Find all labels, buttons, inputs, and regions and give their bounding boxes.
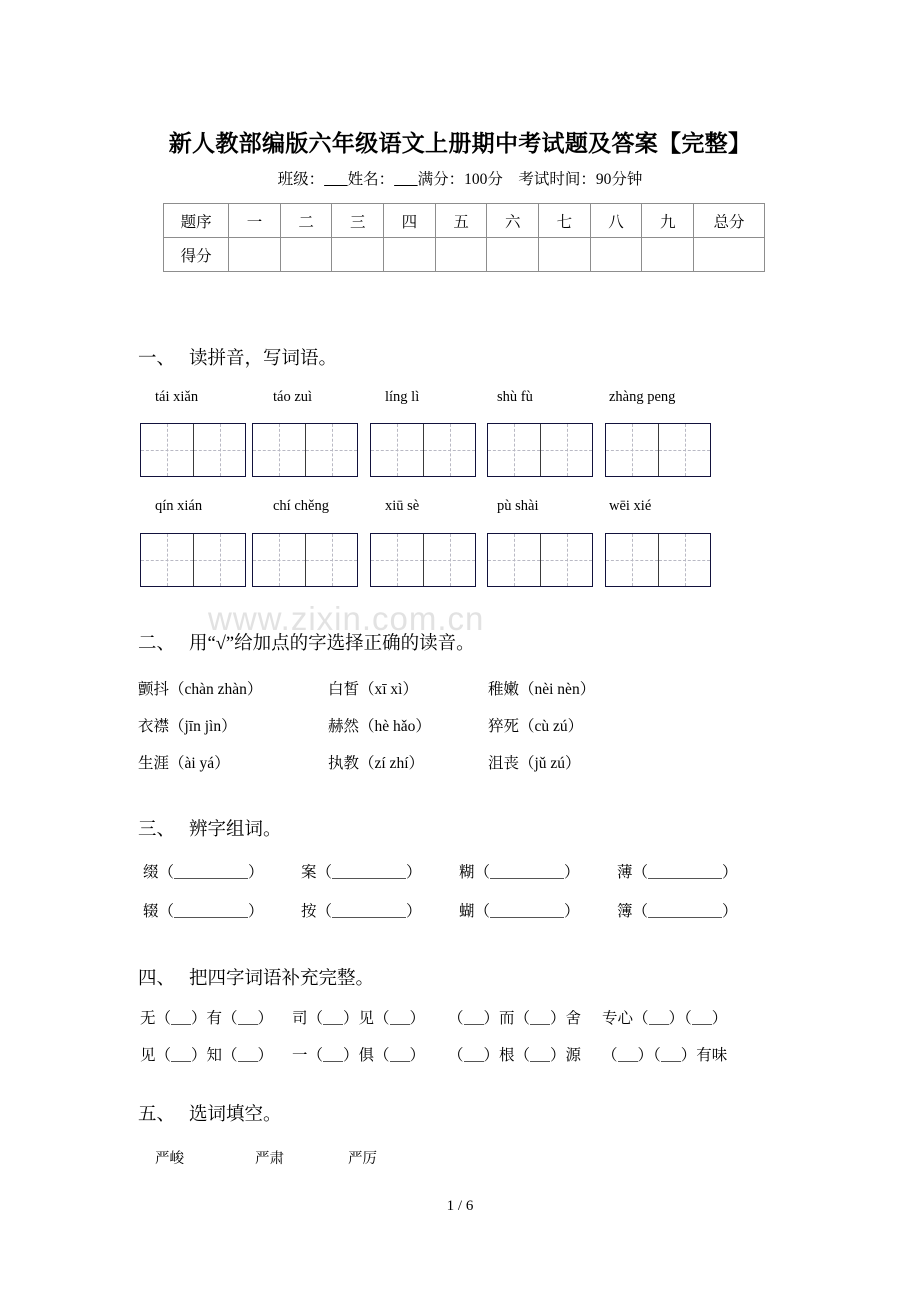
chengyu-mid: ）（	[637, 1047, 661, 1064]
exam-time-label: 考试时间：90分钟	[518, 171, 643, 188]
chengyu-row-1	[140, 1006, 727, 1028]
tianzige-cell[interactable]	[488, 534, 540, 586]
chengyu-blank[interactable]	[530, 1011, 550, 1025]
chengyu-blank[interactable]	[323, 1048, 343, 1062]
bianzi-row-2	[143, 899, 738, 921]
score-col-2: 二	[280, 204, 332, 238]
tianzige-cell[interactable]	[371, 534, 423, 586]
section-index-3: 三、	[138, 820, 176, 840]
score-col-8: 八	[590, 204, 642, 238]
tianzige-cell[interactable]	[193, 534, 245, 586]
bianzi-item-2-3[interactable]: 蝴（ ）	[459, 903, 580, 920]
bianzi-char: 案	[301, 864, 317, 881]
chengyu-mid: ）见（	[343, 1010, 390, 1027]
page-title: 新人教部编版六年级语文上册期中考试题及答案【完整】	[168, 131, 752, 156]
chengyu-blank[interactable]	[530, 1048, 550, 1062]
pinyin-2-4: pù shài	[497, 498, 539, 514]
page-number: 1 / 6	[446, 1198, 474, 1214]
chengyu-blank[interactable]	[171, 1048, 191, 1062]
pron-item-1-3[interactable]: 稚嫩（nèi nèn）	[488, 681, 596, 698]
word-bank-item-2[interactable]: 严肃	[255, 1151, 284, 1167]
pinyin-1-3: líng lì	[385, 389, 420, 405]
chengyu-post: ）	[257, 1010, 274, 1027]
section-title-2: 用“√”给加点的字选择正确的读音。	[189, 634, 475, 654]
tianzige-cell[interactable]	[253, 424, 305, 476]
tianzige-cell[interactable]	[540, 424, 592, 476]
bianzi-char: 簿	[617, 903, 633, 920]
tianzige-cell[interactable]	[305, 424, 357, 476]
chengyu-post: ）	[409, 1010, 426, 1027]
chengyu-blank[interactable]	[692, 1011, 712, 1025]
tianzige-group-1-5[interactable]	[605, 423, 711, 477]
score-cell-6[interactable]	[487, 238, 539, 272]
tianzige-group-2-4[interactable]	[487, 533, 593, 587]
tianzige-group-1-3[interactable]	[370, 423, 476, 477]
section-title-3: 辨字组词。	[189, 820, 282, 840]
chengyu-pre: 专心（	[602, 1010, 649, 1027]
pinyin-1-4: shù fù	[497, 389, 533, 405]
score-cell-1[interactable]	[229, 238, 281, 272]
chengyu-item-1-2[interactable]	[292, 1006, 448, 1028]
pron-item-3-3[interactable]: 沮丧（jǔ zú）	[488, 755, 581, 772]
pinyin-2-2: chí chěng	[273, 498, 329, 514]
score-cell-total[interactable]	[694, 238, 765, 272]
bianzi-char: 蝴	[459, 903, 475, 920]
score-cell-5[interactable]	[435, 238, 487, 272]
chengyu-blank[interactable]	[323, 1011, 343, 1025]
chengyu-post: ）	[257, 1047, 274, 1064]
class-label: 班级：	[277, 171, 325, 188]
chengyu-blank[interactable]	[390, 1048, 410, 1062]
chengyu-blank[interactable]	[661, 1048, 681, 1062]
tianzige-group-1-4[interactable]	[487, 423, 593, 477]
section-index-5: 五、	[138, 1105, 176, 1125]
chengyu-mid: ）有（	[191, 1010, 238, 1027]
score-col-6: 六	[487, 204, 539, 238]
tianzige-group-2-2[interactable]	[252, 533, 358, 587]
chengyu-post: ）	[711, 1010, 728, 1027]
chengyu-pre: 司（	[292, 1010, 324, 1027]
score-col-1: 一	[229, 204, 281, 238]
bianzi-blank[interactable]	[332, 864, 406, 879]
pinyin-2-3: xiū sè	[385, 498, 420, 514]
bianzi-item-2-1[interactable]: 辍（ ）	[143, 903, 264, 920]
tianzige-cell[interactable]	[305, 534, 357, 586]
bianzi-blank[interactable]	[490, 864, 564, 879]
tianzige-cell[interactable]	[606, 424, 658, 476]
tianzige-cell[interactable]	[371, 424, 423, 476]
pron-item-3-1[interactable]: 生涯（ài yá）	[138, 755, 230, 772]
bianzi-blank[interactable]	[332, 903, 406, 918]
section-title-4: 把四字词语补充完整。	[189, 969, 375, 989]
bianzi-char: 按	[301, 903, 317, 920]
name-blank	[394, 171, 418, 188]
chengyu-item-2-3[interactable]	[448, 1043, 602, 1065]
chengyu-mid: ）知（	[191, 1047, 238, 1064]
tianzige-cell[interactable]	[423, 424, 475, 476]
chengyu-item-1-1[interactable]	[140, 1006, 292, 1028]
chengyu-mid: ）根（	[483, 1047, 531, 1064]
pinyin-1-1: tái xiǎn	[155, 389, 199, 405]
tianzige-cell[interactable]	[141, 424, 193, 476]
bianzi-blank[interactable]	[490, 903, 564, 918]
tianzige-group-2-1[interactable]	[140, 533, 246, 587]
score-cell-8[interactable]	[590, 238, 642, 272]
bianzi-item-1-1[interactable]: 缀（ ）	[143, 864, 264, 881]
tianzige-cell[interactable]	[606, 534, 658, 586]
chengyu-item-1-4[interactable]	[602, 1006, 727, 1028]
chengyu-pre: （	[448, 1010, 464, 1027]
chengyu-pre: 一（	[292, 1047, 324, 1064]
bianzi-item-1-3[interactable]: 糊（ ）	[459, 864, 580, 881]
score-cell-7[interactable]	[539, 238, 591, 272]
chengyu-item-2-1[interactable]	[140, 1043, 292, 1065]
chengyu-item-2-4[interactable]	[602, 1043, 727, 1065]
word-bank-item-3[interactable]: 严厉	[348, 1151, 377, 1167]
chengyu-post: ）源	[550, 1047, 582, 1064]
pron-item-3-2[interactable]: 执教（zí zhí）	[328, 755, 424, 772]
section-index-1: 一、	[138, 349, 176, 369]
section-heading-2	[138, 629, 475, 655]
chengyu-blank[interactable]	[238, 1048, 258, 1062]
tianzige-cell[interactable]	[540, 534, 592, 586]
chengyu-item-2-2[interactable]	[292, 1043, 448, 1065]
score-cell-4[interactable]	[384, 238, 436, 272]
score-table-row-label-2: 得分	[164, 238, 229, 272]
chengyu-post: ）有味	[680, 1047, 728, 1064]
pinyin-2-5: wēi xié	[609, 498, 652, 514]
score-col-7: 七	[539, 204, 591, 238]
tianzige-cell[interactable]	[253, 534, 305, 586]
score-cell-9[interactable]	[642, 238, 694, 272]
bianzi-char: 缀	[143, 864, 159, 881]
score-col-total: 总分	[694, 204, 765, 238]
bianzi-item-2-4[interactable]: 簿（ ）	[617, 903, 738, 920]
score-col-5: 五	[435, 204, 487, 238]
bianzi-blank[interactable]	[174, 903, 248, 918]
section-heading-4	[138, 964, 374, 990]
bianzi-blank[interactable]	[174, 864, 248, 879]
chengyu-pre: 无（	[140, 1010, 172, 1027]
chengyu-row-2	[140, 1043, 727, 1065]
score-cell-2[interactable]	[280, 238, 332, 272]
bianzi-item-1-2[interactable]: 案（ ）	[301, 864, 422, 881]
score-col-4: 四	[384, 204, 436, 238]
score-table	[163, 203, 765, 272]
chengyu-blank[interactable]	[464, 1048, 484, 1062]
chengyu-post: ）舍	[550, 1010, 582, 1027]
tianzige-cell[interactable]	[488, 424, 540, 476]
pron-item-1-2[interactable]: 白皙（xī xì）	[328, 681, 418, 698]
tianzige-group-2-3[interactable]	[370, 533, 476, 587]
bianzi-blank[interactable]	[648, 903, 722, 918]
bianzi-item-1-4[interactable]: 薄（ ）	[617, 864, 738, 881]
score-table-row-label-1: 题序	[164, 204, 229, 238]
tianzige-group-1-1[interactable]	[140, 423, 246, 477]
chengyu-blank[interactable]	[171, 1011, 191, 1025]
chengyu-pre: （	[602, 1047, 618, 1064]
chengyu-pre: 见（	[140, 1047, 172, 1064]
chengyu-blank[interactable]	[464, 1011, 484, 1025]
pronunciation-row-2	[138, 714, 583, 736]
chengyu-pre: （	[448, 1047, 464, 1064]
bianzi-char: 辍	[143, 903, 159, 920]
chengyu-post: ）	[409, 1047, 426, 1064]
chengyu-blank[interactable]	[238, 1011, 258, 1025]
tianzige-group-2-5[interactable]	[605, 533, 711, 587]
section-heading-3	[138, 815, 282, 841]
section-heading-1	[138, 344, 337, 370]
class-blank	[324, 171, 348, 188]
section-title-5: 选词填空。	[189, 1105, 282, 1125]
pron-item-2-3[interactable]: 猝死（cù zú）	[488, 718, 584, 735]
bianzi-char: 薄	[617, 864, 633, 881]
word-bank	[155, 1147, 377, 1168]
chengyu-item-1-3[interactable]	[448, 1006, 602, 1028]
word-bank-item-1[interactable]: 严峻	[155, 1151, 184, 1167]
tianzige-cell[interactable]	[423, 534, 475, 586]
section-title-1: 读拼音，写词语。	[189, 349, 338, 369]
chengyu-mid: ）而（	[483, 1010, 531, 1027]
pron-item-2-2[interactable]: 赫然（hè hǎo）	[328, 718, 431, 735]
tianzige-cell[interactable]	[658, 534, 710, 586]
tianzige-group-1-2[interactable]	[252, 423, 358, 477]
table-row-score	[164, 238, 765, 272]
exam-info-line	[0, 167, 920, 189]
watermark: www.zixin.com.cn	[208, 600, 485, 637]
chengyu-mid: ）（	[668, 1010, 692, 1027]
pinyin-1-2: táo zuì	[273, 389, 313, 405]
chengyu-mid: ）俱（	[343, 1047, 390, 1064]
score-col-3: 三	[332, 204, 384, 238]
chengyu-blank[interactable]	[649, 1011, 669, 1025]
section-index-4: 四、	[138, 969, 176, 989]
pinyin-row-1	[155, 389, 675, 406]
pinyin-2-1: qín xián	[155, 498, 203, 514]
table-row-header	[164, 204, 765, 238]
score-cell-3[interactable]	[332, 238, 384, 272]
tianzige-cell[interactable]	[141, 534, 193, 586]
pronunciation-row-1	[138, 677, 595, 699]
pron-item-1-1[interactable]: 颤抖（chàn zhàn）	[138, 681, 263, 698]
tianzige-cell[interactable]	[658, 424, 710, 476]
pinyin-row-2	[155, 498, 651, 515]
tianzige-cell[interactable]	[193, 424, 245, 476]
score-col-9: 九	[642, 204, 694, 238]
pinyin-1-5: zhàng peng	[609, 389, 676, 405]
bianzi-row-1	[143, 860, 738, 882]
chengyu-blank[interactable]	[390, 1011, 410, 1025]
name-label: 姓名：	[347, 171, 395, 188]
section-index-2: 二、	[138, 634, 176, 654]
bianzi-blank[interactable]	[648, 864, 722, 879]
full-score-label: 满分：100分	[417, 171, 503, 188]
section-heading-5	[138, 1100, 282, 1126]
chengyu-blank[interactable]	[618, 1048, 638, 1062]
pron-item-2-1[interactable]: 衣襟（jīn jìn）	[138, 718, 237, 735]
bianzi-char: 糊	[459, 864, 475, 881]
bianzi-item-2-2[interactable]: 按（ ）	[301, 903, 422, 920]
pronunciation-row-3	[138, 751, 581, 773]
